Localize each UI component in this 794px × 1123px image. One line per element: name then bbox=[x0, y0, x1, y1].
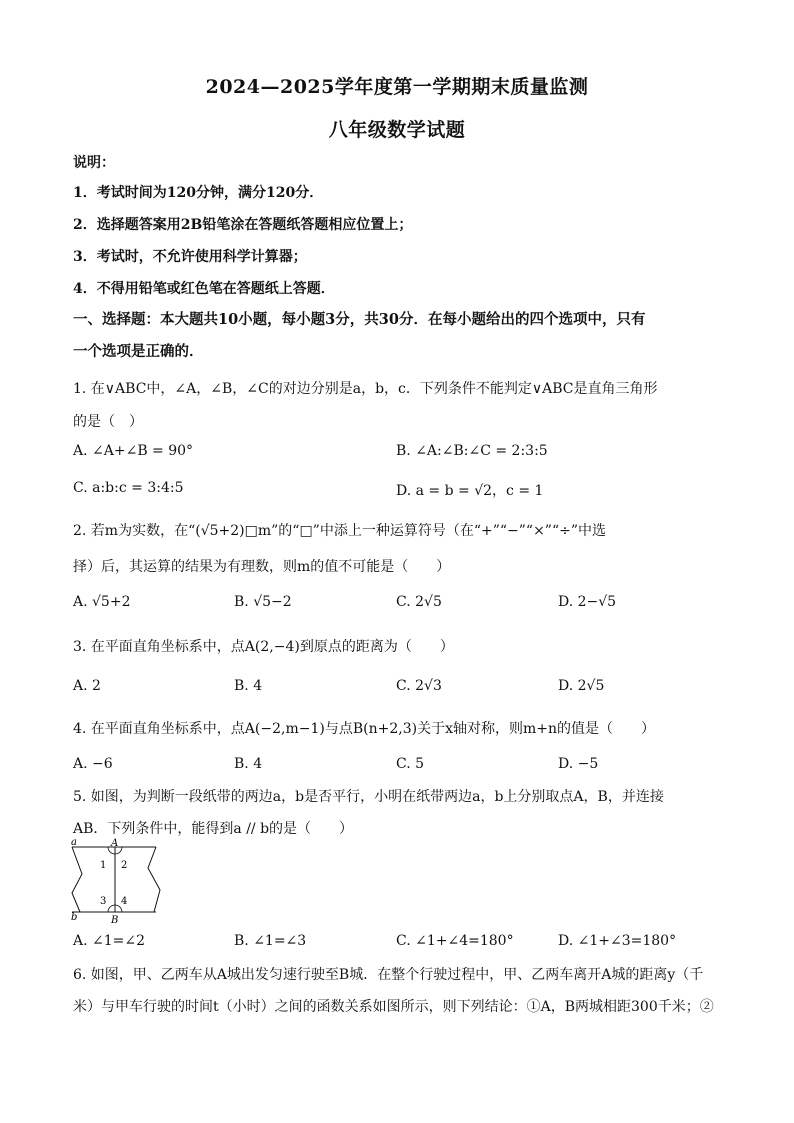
question-4-stem: 4. 在平面直角坐标系中，点A(−2,m−1)与点B(n+2,3)关于x轴对称，则m+n的值是（ ） bbox=[73, 721, 655, 737]
question-2-option-d: D. 2−√5 bbox=[558, 594, 617, 610]
question-5-option-a: A. ∠1=∠2 bbox=[73, 933, 146, 949]
question-6-stem: 6. 如图，甲、乙两车从A城出发匀速行驶至B城．在整个行驶过程中，甲、乙两车离开A城的距离y（千 bbox=[73, 967, 704, 983]
question-6-stem-cont: 米）与甲车行驶的时间t（小时）之间的函数关系如图所示，则下列结论：①A，B两城相距300千米；② bbox=[73, 999, 714, 1015]
label-b: b bbox=[71, 912, 78, 923]
question-5-stem: 5. 如图，为判断一段纸带的两边a，b是否平行，小明在纸带两边a，b上分别取点A，B，并连接 bbox=[73, 789, 664, 805]
question-5-option-d: D. ∠1+∠3=180° bbox=[558, 933, 677, 949]
instruction-item: 2．选择题答案用2B铅笔涂在答题纸答题相应位置上； bbox=[73, 217, 413, 233]
instruction-item: 3．考试时，不允许使用科学计算器； bbox=[73, 249, 307, 265]
question-3-option-c: C. 2√3 bbox=[396, 678, 442, 694]
section-heading-cont: 一个选项是正确的． bbox=[73, 343, 204, 360]
paper-strip-figure bbox=[68, 838, 168, 928]
question-5-option-c: C. ∠1+∠4=180° bbox=[396, 933, 514, 949]
right-border bbox=[148, 847, 160, 912]
question-1-option-b: B. ∠A:∠B:∠C = 2:3:5 bbox=[396, 443, 548, 459]
exam-subtitle: 八年级数学试题 bbox=[328, 119, 466, 141]
question-4-option-c: C. 5 bbox=[396, 756, 425, 772]
instructions-heading: 说明： bbox=[73, 155, 115, 171]
label-angle-1: 1 bbox=[100, 860, 107, 871]
question-4-option-a: A. −6 bbox=[73, 756, 113, 772]
question-1-option-d: D. a = b = √2，c = 1 bbox=[396, 483, 544, 499]
instruction-item: 1．考试时间为120分钟，满分120分． bbox=[73, 185, 324, 201]
question-2-stem-cont: 择）后，其运算的结果为有理数，则m的值不可能是（ ） bbox=[73, 559, 451, 575]
label-angle-4: 4 bbox=[121, 896, 128, 907]
question-2-option-a: A. √5+2 bbox=[73, 594, 131, 610]
question-3-stem: 3. 在平面直角坐标系中，点A(2,−4)到原点的距离为（ ） bbox=[73, 639, 454, 655]
label-a: a bbox=[71, 838, 77, 848]
question-2-stem: 2. 若m为实数，在“(√5+2)□m”的“□”中添上一种运算符号（在“+”“−”“×”“÷”中选 bbox=[73, 523, 607, 539]
label-point-a: A bbox=[111, 838, 119, 849]
question-4-option-b: B. 4 bbox=[234, 756, 263, 772]
question-1-stem-cont: 的是（ ） bbox=[73, 414, 143, 430]
question-1-option-c: C. a:b:c = 3:4:5 bbox=[73, 480, 184, 496]
label-angle-2: 2 bbox=[121, 860, 128, 871]
exam-title: 2024—2025学年度第一学期期末质量监测 bbox=[205, 76, 589, 98]
section-heading: 一、选择题：本大题共10小题，每小题3分，共30分．在每小题给出的四个选项中，只有 bbox=[73, 311, 646, 328]
question-1-option-a: A. ∠A+∠B = 90° bbox=[73, 443, 194, 459]
question-1-stem: 1. 在∨ABC中，∠A，∠B，∠C的对边分别是a，b，c．下列条件不能判定∨ABC是直角三角形 bbox=[73, 381, 658, 397]
question-2-option-b: B. √5−2 bbox=[234, 594, 292, 610]
label-point-b: B bbox=[111, 915, 119, 926]
question-3-option-a: A. 2 bbox=[73, 678, 101, 694]
question-3-option-b: B. 4 bbox=[234, 678, 263, 694]
label-angle-3: 3 bbox=[100, 896, 107, 907]
question-4-option-d: D. −5 bbox=[558, 756, 599, 772]
question-2-option-c: C. 2√5 bbox=[396, 594, 442, 610]
left-border bbox=[72, 847, 82, 912]
question-5-stem-cont: AB．下列条件中，能得到a // b的是（ ） bbox=[73, 821, 354, 837]
instruction-item: 4．不得用铅笔或红色笔在答题纸上答题． bbox=[73, 281, 335, 297]
question-3-option-d: D. 2√5 bbox=[558, 678, 605, 694]
question-5-option-b: B. ∠1=∠3 bbox=[234, 933, 307, 949]
